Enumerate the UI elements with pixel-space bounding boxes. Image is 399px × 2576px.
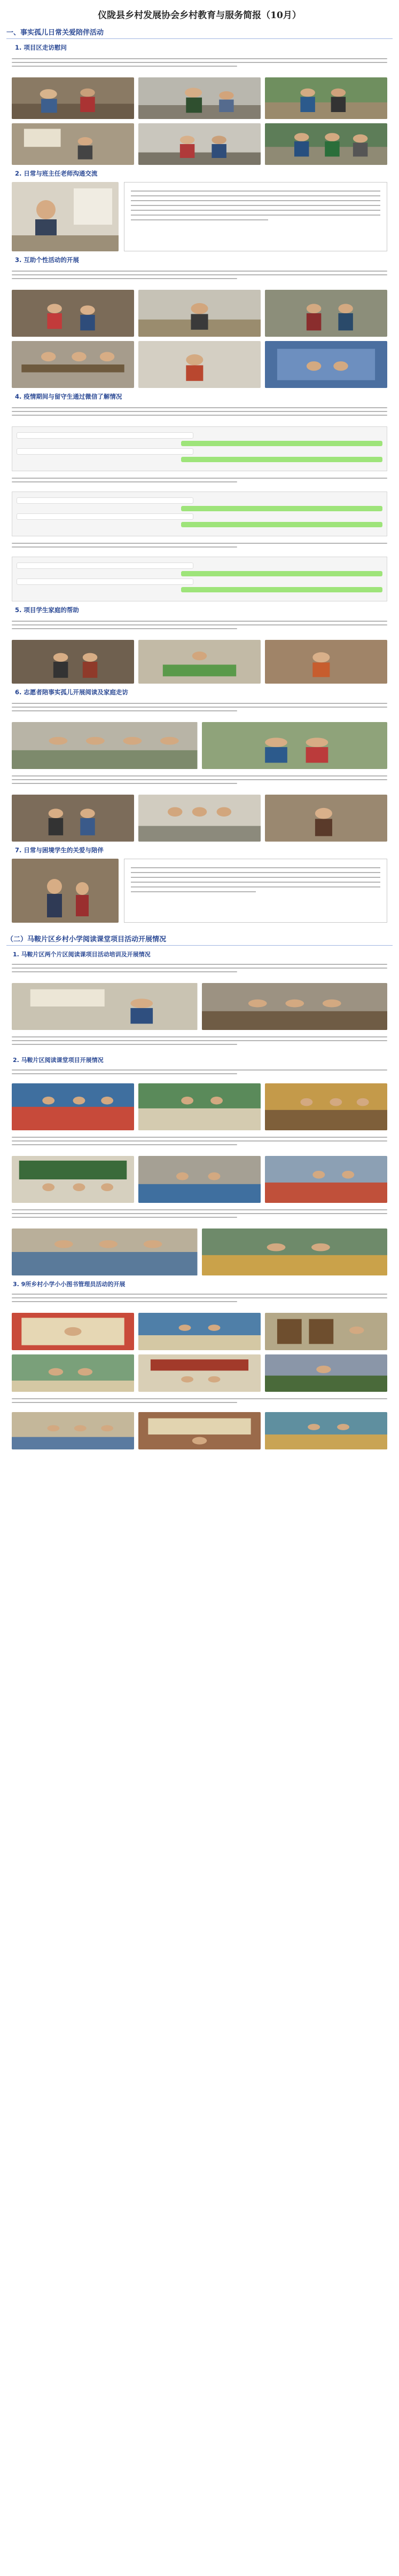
subsection-heading-visits: 1. 项目区走访慰问 (15, 44, 67, 51)
paragraph-training-2 (12, 1034, 387, 1052)
paragraph-librarians-2 (12, 1396, 387, 1409)
library-photo (12, 1412, 134, 1449)
paragraph-mutual-aid (12, 268, 387, 287)
subsection-heading-training: 1. 马鞍片区两个片区阅读课项目活动培训及开展情况 (13, 951, 151, 958)
paragraph-wechat-3 (12, 541, 387, 553)
photo-row (12, 983, 387, 1030)
classroom-photo (265, 1083, 387, 1130)
subsection-heading-reading-class: 2. 马鞍片区阅读课堂项目开展情况 (13, 1057, 104, 1064)
paragraph-visits (12, 56, 387, 74)
photo-row (12, 640, 387, 684)
visit-photo (12, 123, 134, 165)
paragraph-volunteer-reading (12, 701, 387, 719)
activity-photo (12, 341, 134, 388)
photo-row (12, 1083, 387, 1130)
photo-row (12, 1313, 387, 1350)
activity-photo (12, 290, 134, 337)
reading-photo (12, 795, 134, 842)
family-photo (265, 640, 387, 684)
training-photo (202, 983, 388, 1030)
library-photo (12, 1354, 134, 1392)
wechat-screenshot (12, 492, 387, 536)
reading-photo (138, 795, 261, 842)
photo-row (12, 1412, 387, 1449)
subsection-heading-mutual-aid: 3. 互助个性活动的开展 (15, 256, 79, 264)
teacher-communication-block (12, 182, 387, 251)
photo-row (12, 1156, 387, 1203)
photo-row (12, 77, 387, 119)
paragraph-reading-class-3 (12, 1207, 387, 1225)
paragraph-volunteer-visit (12, 773, 387, 791)
paragraph-wechat (12, 405, 387, 423)
classroom-photo (138, 1156, 261, 1203)
subsection-heading-difficult-students: 7. 日常与困境学生的关爱与陪伴 (15, 846, 104, 854)
document-title: 仪陇县乡村发展协会乡村教育与服务简报（10月） (98, 10, 301, 21)
classroom-photo (202, 1228, 388, 1275)
photo-row (12, 1228, 387, 1275)
subsection-heading-librarians: 3. 9所乡村小学小小图书管理员活动的开展 (13, 1281, 126, 1288)
reading-photo (12, 722, 198, 769)
paragraph-training (12, 962, 387, 980)
teacher-photo (12, 182, 119, 251)
classroom-photo (12, 1083, 134, 1130)
visit-photo (138, 77, 261, 119)
library-photo (138, 1412, 261, 1449)
photo-row (12, 1354, 387, 1392)
photo-row (12, 795, 387, 842)
section-heading-2: （二）马鞍片区乡村小学阅读课堂项目活动开展情况 (6, 933, 393, 946)
visit-photo (265, 77, 387, 119)
library-photo (138, 1354, 261, 1392)
classroom-photo (12, 1228, 198, 1275)
photo-row (12, 123, 387, 165)
reading-photo (265, 795, 387, 842)
library-photo (138, 1313, 261, 1350)
visit-photo (138, 123, 261, 165)
library-photo (12, 1313, 134, 1350)
library-photo (265, 1354, 387, 1392)
difficult-students-text (124, 859, 387, 923)
paragraph-librarians (12, 1291, 387, 1310)
library-photo (265, 1412, 387, 1449)
subsection-heading-volunteer-reading: 6. 志愿者陪事实孤儿开展阅读及家庭走访 (15, 688, 128, 696)
paragraph-family-help (12, 619, 387, 637)
library-photo (265, 1313, 387, 1350)
subsection-heading-wechat: 4. 疫情期间与留守生通过微信了解情况 (15, 393, 122, 400)
activity-photo (265, 341, 387, 388)
photo-row (12, 290, 387, 337)
wechat-screenshot (12, 557, 387, 601)
subsection-heading-family-help: 5. 项目学生家庭的帮助 (15, 606, 79, 614)
training-photo (12, 983, 198, 1030)
paragraph-reading-class-2 (12, 1135, 387, 1153)
section-heading-1: 一、事实孤儿日常关爱陪伴活动 (6, 27, 393, 39)
photo-row (12, 722, 387, 769)
subsection-heading-teacher-communication: 2. 日常与班主任老师沟通交流 (15, 170, 98, 177)
paragraph-wechat-2 (12, 475, 387, 488)
activity-photo (138, 341, 261, 388)
teacher-communication-text (124, 182, 387, 251)
classroom-photo (138, 1083, 261, 1130)
photo-row (12, 341, 387, 388)
student-photo (12, 859, 119, 923)
visit-photo (12, 77, 134, 119)
family-photo (12, 640, 134, 684)
activity-photo (138, 290, 261, 337)
classroom-photo (265, 1156, 387, 1203)
classroom-photo (12, 1156, 134, 1203)
family-photo (138, 640, 261, 684)
visit-photo (265, 123, 387, 165)
wechat-screenshot (12, 426, 387, 471)
reading-photo (202, 722, 388, 769)
activity-photo (265, 290, 387, 337)
paragraph-reading-class (12, 1067, 387, 1080)
difficult-students-block (12, 859, 387, 923)
